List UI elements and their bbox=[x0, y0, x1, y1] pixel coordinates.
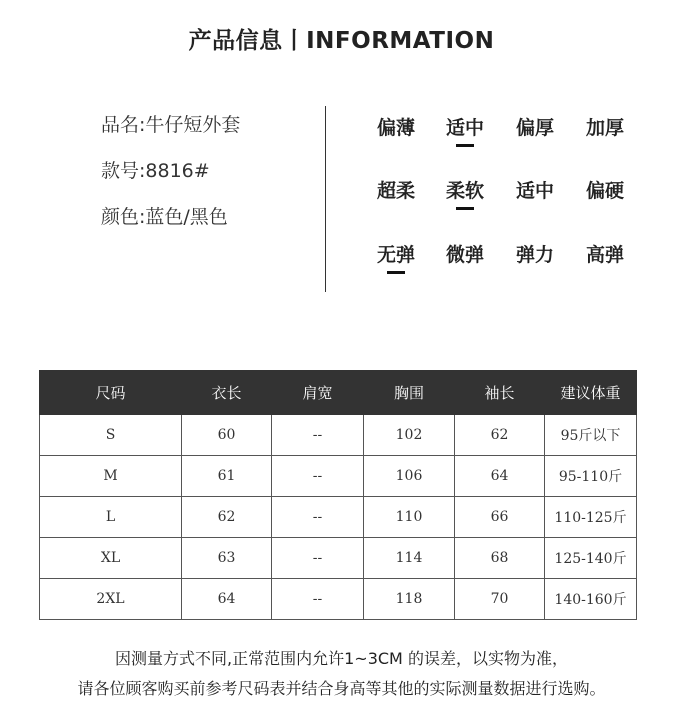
attr-option: 偏硬 bbox=[585, 180, 624, 202]
elasticity-scale bbox=[374, 240, 634, 280]
cell-weight: 95斤以下 bbox=[545, 415, 637, 456]
cell-size: XL bbox=[40, 538, 182, 579]
attr-option: 适中 bbox=[515, 180, 554, 202]
header-weight: 建议体重 bbox=[545, 371, 637, 415]
selected-underline bbox=[456, 144, 474, 147]
cell-shoulder: -- bbox=[272, 456, 364, 497]
attr-option: 偏厚 bbox=[515, 117, 554, 139]
header-shoulder: 肩宽 bbox=[272, 371, 364, 415]
header-size: 尺码 bbox=[40, 371, 182, 415]
note-line-1: 因测量方式不同,正常范围内允许1~3CM 的误差，以实物为准， bbox=[115, 649, 568, 668]
header-sleeve: 袖长 bbox=[455, 371, 545, 415]
cell-sleeve: 62 bbox=[455, 415, 545, 456]
cell-size: 2XL bbox=[40, 579, 182, 620]
product-name: 品名:牛仔短外套 bbox=[101, 114, 241, 136]
product-info bbox=[101, 102, 240, 240]
attr-option: 微弹 bbox=[445, 244, 484, 266]
softness-scale bbox=[374, 176, 634, 216]
cell-shoulder: -- bbox=[272, 497, 364, 538]
cell-chest: 118 bbox=[364, 579, 455, 620]
cell-weight: 125-140斤 bbox=[545, 538, 637, 579]
cell-weight: 95-110斤 bbox=[545, 456, 637, 497]
table-row bbox=[40, 538, 637, 579]
attr-option-selected: 适中 bbox=[443, 113, 487, 140]
vertical-divider bbox=[325, 106, 326, 292]
table-header-row bbox=[40, 371, 637, 415]
cell-length: 60 bbox=[182, 415, 272, 456]
cell-shoulder: -- bbox=[272, 538, 364, 579]
attr-option: 高弹 bbox=[585, 244, 624, 266]
product-color: 颜色:蓝色/黑色 bbox=[101, 206, 228, 228]
cell-chest: 102 bbox=[364, 415, 455, 456]
table-row bbox=[40, 456, 637, 497]
attr-option: 超柔 bbox=[376, 180, 415, 202]
attr-option: 加厚 bbox=[585, 117, 624, 139]
attr-option-selected: 无弹 bbox=[374, 240, 418, 267]
cell-size: S bbox=[40, 415, 182, 456]
cell-chest: 110 bbox=[364, 497, 455, 538]
attr-option-selected: 柔软 bbox=[443, 176, 487, 203]
cell-length: 62 bbox=[182, 497, 272, 538]
cell-length: 63 bbox=[182, 538, 272, 579]
cell-weight: 110-125斤 bbox=[545, 497, 637, 538]
table-row bbox=[40, 579, 637, 620]
header-chest: 胸围 bbox=[364, 371, 455, 415]
cell-chest: 106 bbox=[364, 456, 455, 497]
cell-length: 64 bbox=[182, 579, 272, 620]
cell-sleeve: 66 bbox=[455, 497, 545, 538]
cell-sleeve: 68 bbox=[455, 538, 545, 579]
cell-sleeve: 70 bbox=[455, 579, 545, 620]
thickness-scale bbox=[374, 113, 634, 153]
header-length: 衣长 bbox=[182, 371, 272, 415]
cell-shoulder: -- bbox=[272, 579, 364, 620]
cell-size: M bbox=[40, 456, 182, 497]
note-line-2: 请各位顾客购买前参考尺码表并结合身高等其他的实际测量数据进行选购。 bbox=[77, 679, 606, 698]
cell-sleeve: 64 bbox=[455, 456, 545, 497]
product-sku: 款号:8816# bbox=[101, 160, 210, 182]
cell-size: L bbox=[40, 497, 182, 538]
cell-weight: 140-160斤 bbox=[545, 579, 637, 620]
selected-underline bbox=[387, 271, 405, 274]
cell-chest: 114 bbox=[364, 538, 455, 579]
attr-option: 偏薄 bbox=[376, 117, 415, 139]
table-row bbox=[40, 415, 637, 456]
cell-shoulder: -- bbox=[272, 415, 364, 456]
attr-option: 弹力 bbox=[515, 244, 554, 266]
size-table bbox=[39, 370, 637, 620]
selected-underline bbox=[456, 207, 474, 210]
section-title: 产品信息丨INFORMATION bbox=[188, 28, 495, 54]
table-row bbox=[40, 497, 637, 538]
cell-length: 61 bbox=[182, 456, 272, 497]
